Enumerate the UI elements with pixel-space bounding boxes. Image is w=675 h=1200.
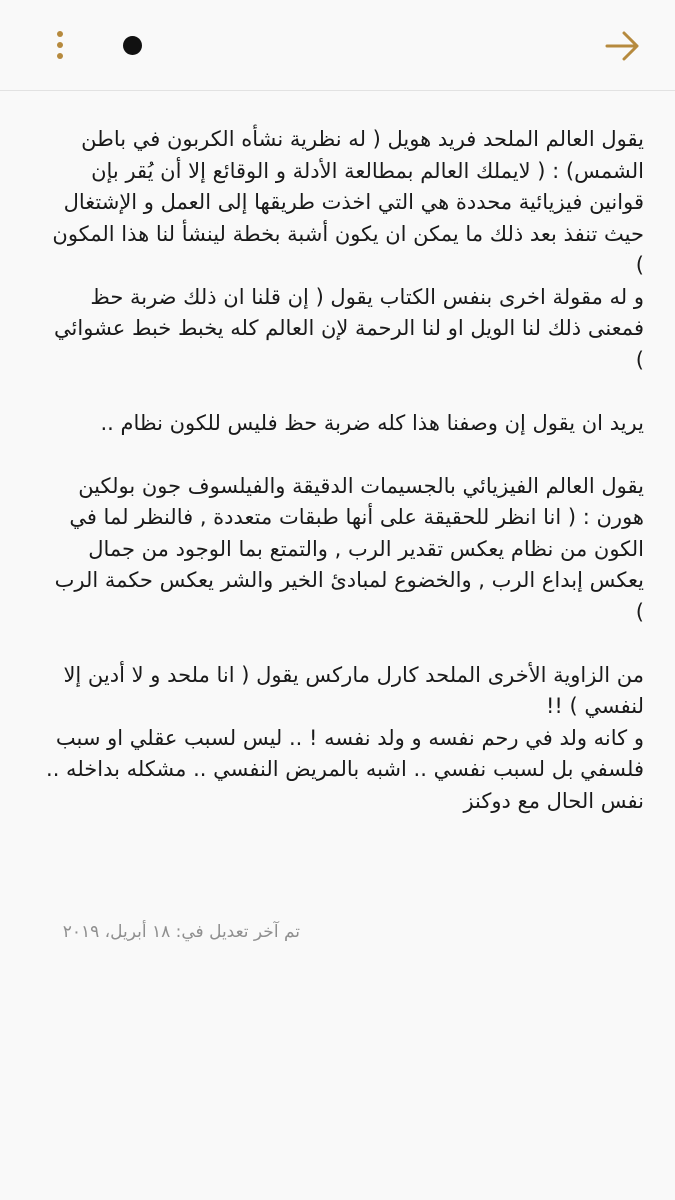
arrow-right-icon xyxy=(601,24,645,68)
more-vertical-icon-dot xyxy=(57,53,63,59)
more-options-button[interactable] xyxy=(46,26,76,66)
note-color-button[interactable] xyxy=(112,29,152,63)
forward-button[interactable] xyxy=(601,24,645,68)
more-vertical-icon-dot xyxy=(57,42,63,48)
note-body-text[interactable]: يقول العالم الملحد فريد هويل ( له نظرية نشأه الكربون في باطن الشمس) : ( لايملك العالم بمطالعة الأدلة و الوقائع إلا أن يُقر بإن قوانين فيزيائية محددة هي التي اخذت طريقها إلى العمل و الإشتغال حيث تنفذ بعد ذلك ما يمكن ان يكون أشبة بخطة لينشأ لنا هذا المكون ) و له مقولة اخرى بنفس الكتاب يقول ( إن قلنا ان ذلك ضربة حظ فمعنى ذلك لنا الويل او لنا الرحمة لإن العالم كله يخبط خبط عشوائي ) يريد ان يقول إن وصفنا هذا كله ضربة حظ فليس للكون نظام .. يقول العالم الفيزيائي بالجسيمات الدقيقة والفيلسوف جون بولكين هورن : ( انا انظر للحقيقة على أنها طبقات متعددة , فالنظر لما في الكون من نظام يعكس تقدير الرب , والتمتع بما الوجود من جمال يعكس إبداع الرب , والخضوع لمبادئ الخير والشر يعكس حكمة الرب ) من الزاوية الأخرى الملحد كارل ماركس يقول ( انا ملحد و لا أدين إلا لنفسي ) !! و كانه ولد في رحم نفسه و ولد نفسه ! .. ليس لسبب عقلي او سبب فلسفي بل لسبب نفسي .. اشبه بالمريض النفسي .. مشكله بداخله .. نفس الحال مع دوكنز xyxy=(46,127,644,813)
top-toolbar xyxy=(0,0,675,91)
last-modified-label: تم آخر تعديل في: ١٨ أبريل، ٢٠١٩ xyxy=(62,922,300,942)
color-dot-icon xyxy=(123,36,142,55)
more-vertical-icon xyxy=(57,31,63,37)
